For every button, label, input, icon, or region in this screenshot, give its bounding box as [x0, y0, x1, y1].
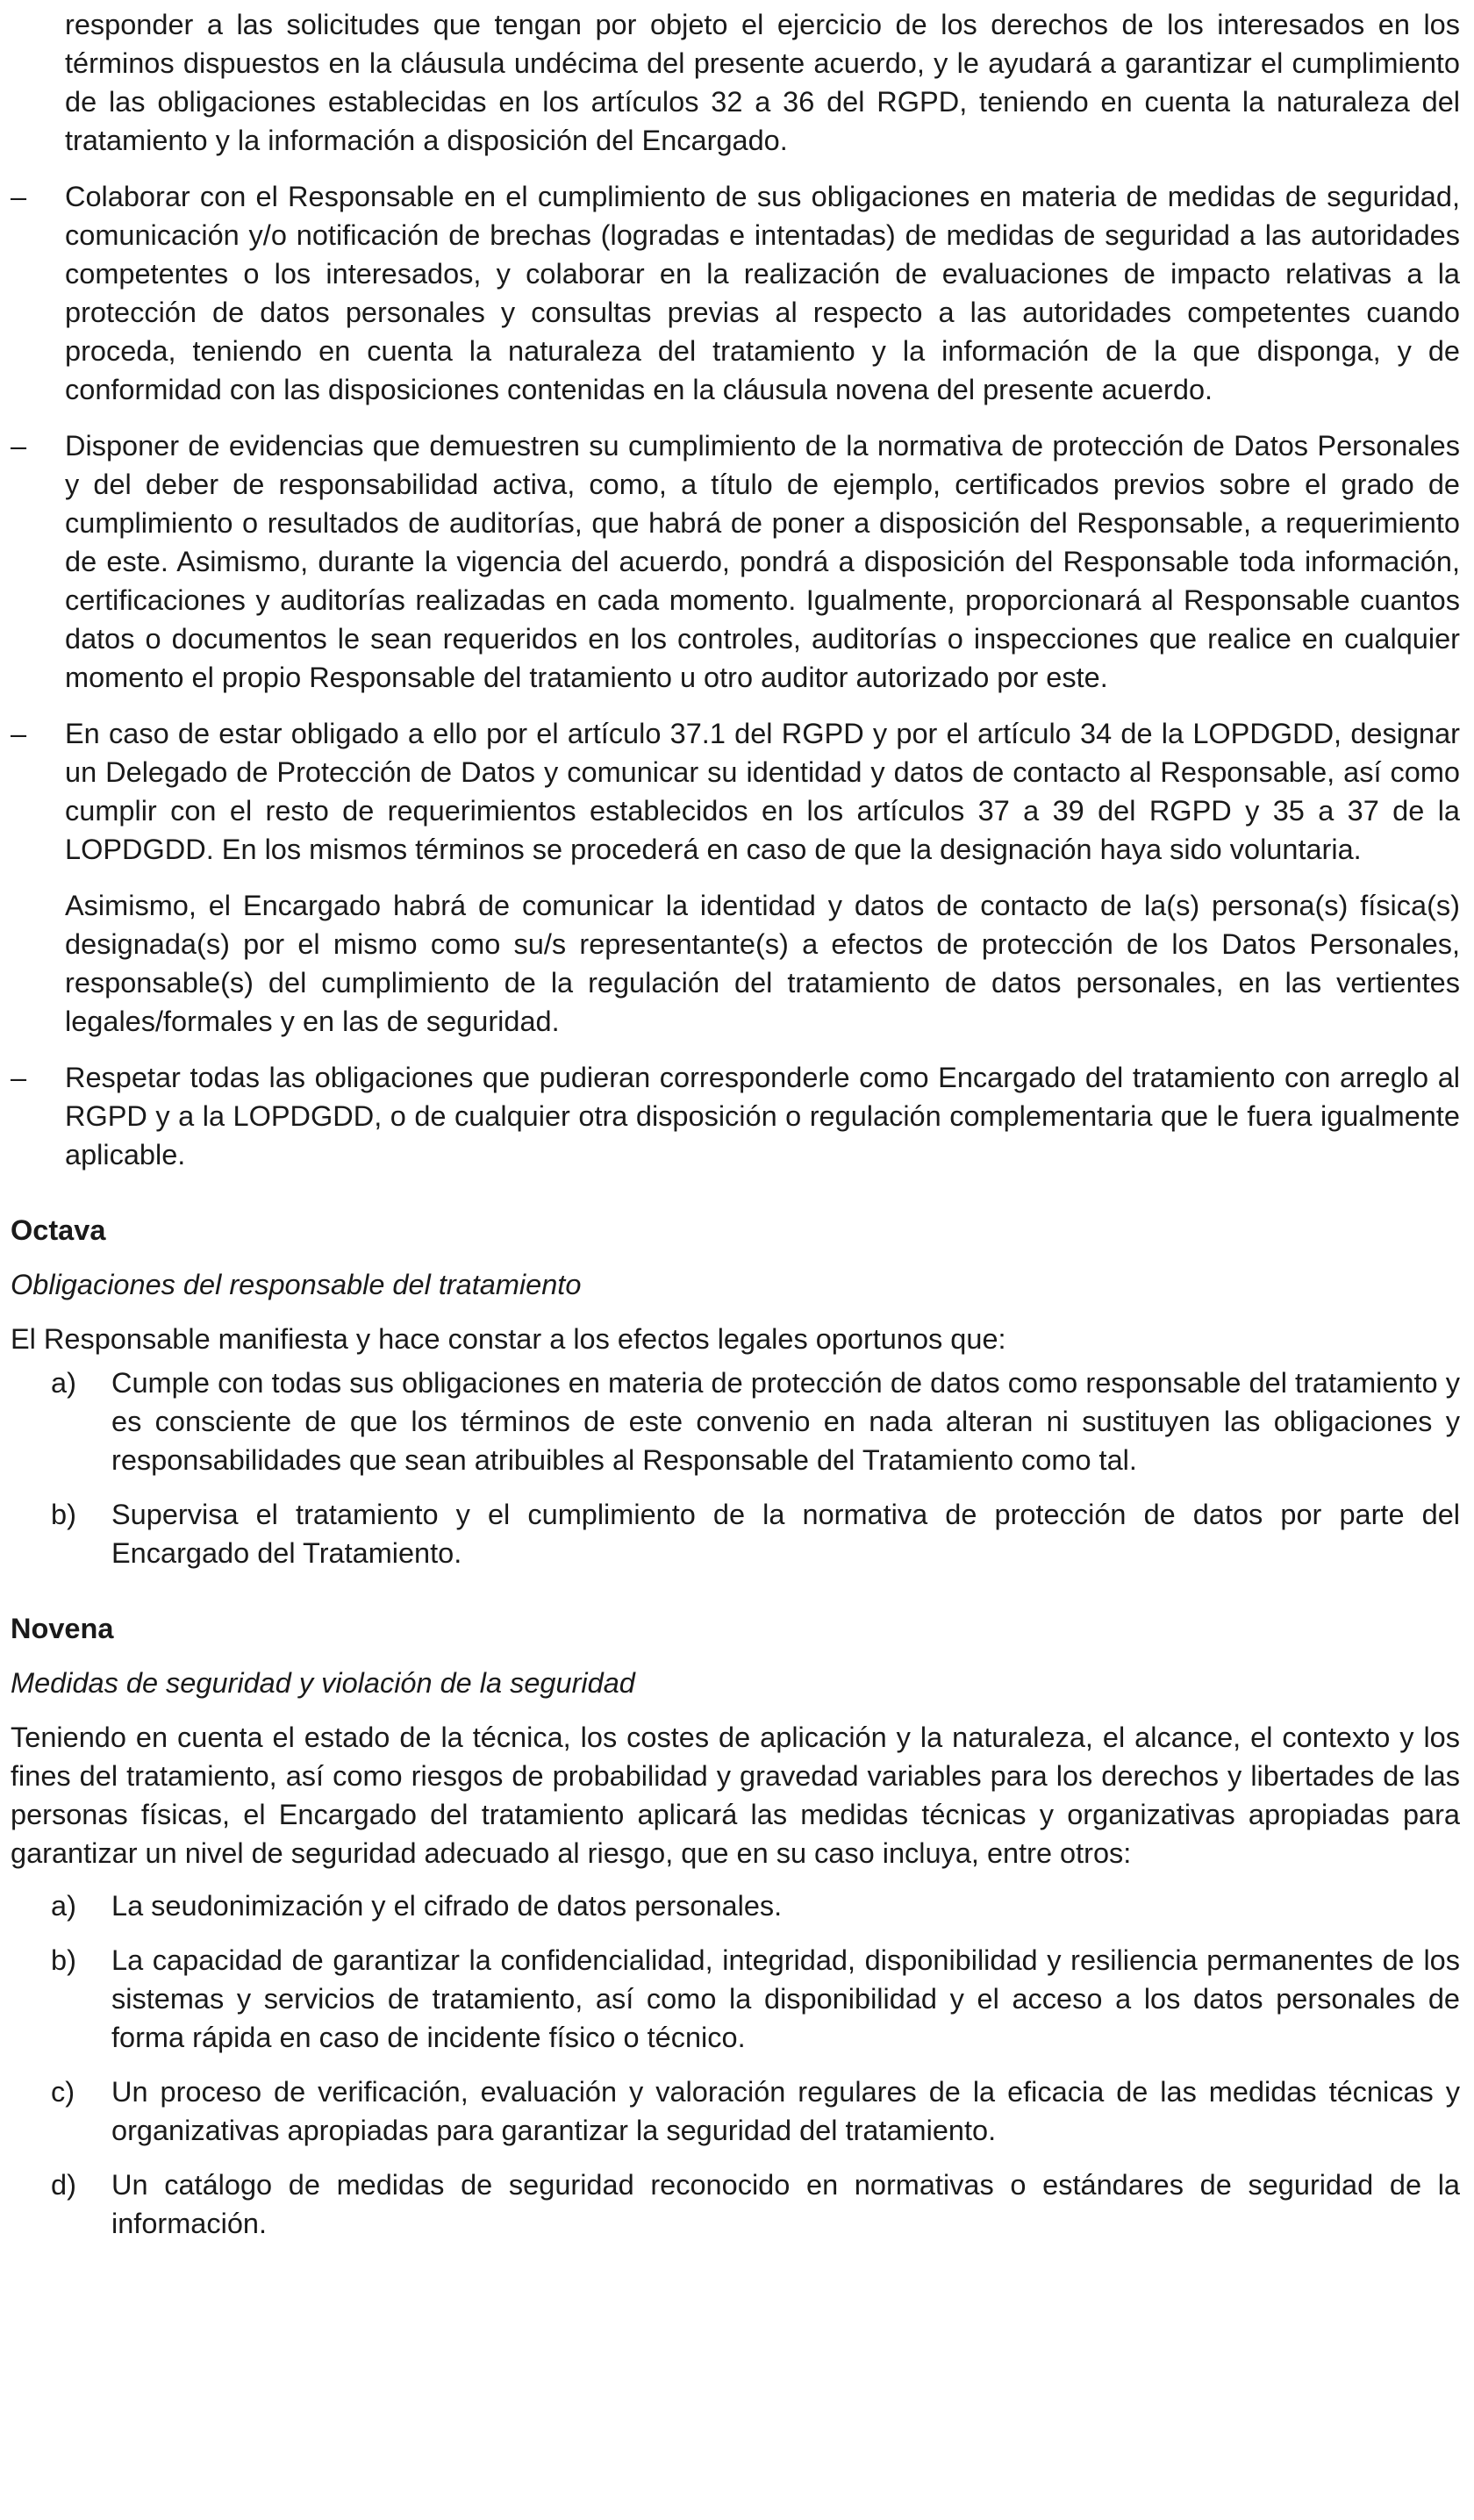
list-letter: d): [51, 2169, 76, 2201]
bullet-followup-paragraph: Asimismo, el Encargado habrá de comunicar la identidad y datos de contacto de la(s) persona(s) física(s) designada(s) por el mismo como su/s representante(s) a efectos de protección de los Datos Personales, responsable(s) del cumplimiento de la regulación del tratamiento de datos personales, en las vertientes legales/formales y en las de seguridad.: [65, 890, 1460, 1037]
octava-item-a: [11, 1364, 1460, 1479]
bullet-item-respetar: [11, 1058, 1460, 1174]
clause-heading-octava: Octava: [11, 1214, 106, 1246]
list-item-text: Un catálogo de medidas de seguridad reconocido en normativas o estándares de seguridad de la información.: [111, 2169, 1460, 2239]
octava-item-b: [11, 1495, 1460, 1572]
clause-subtitle-novena: Medidas de seguridad y violación de la seguridad: [11, 1667, 635, 1699]
list-item-text: La capacidad de garantizar la confidencialidad, integridad, disponibilidad y resiliencia permanentes de los sistemas y servicios de tratamiento, así como la disponibilidad y el acceso a los datos personales de forma rápida en caso de incidente físico o técnico.: [111, 1944, 1460, 2053]
list-letter: b): [51, 1499, 76, 1530]
clause-heading-novena: Novena: [11, 1613, 114, 1644]
novena-item-a: [11, 1886, 1460, 1925]
list-letter: b): [51, 1944, 76, 1976]
bullet-item-colaborar: [11, 177, 1460, 409]
bullet-text: Colaborar con el Responsable en el cumplimiento de sus obligaciones en materia de medidas de seguridad, comunicación y/o notificación de brechas (logradas e intentadas) de medidas de seguridad a las autoridades competentes o los interesados, y colaborar en la realización de evaluaciones de impacto relativas a la protección de datos personales y consultas previas al respecto a las autoridades competentes cuando proceda, teniendo en cuenta la naturaleza del tratamiento y la información de la que disponga, y de conformidad con las disposiciones contenidas en la cláusula novena del presente acuerdo.: [65, 181, 1460, 405]
document-body: [11, 5, 1460, 2243]
bullet-item-delegado: [11, 714, 1460, 869]
bullet-text: En caso de estar obligado a ello por el artículo 37.1 del RGPD y por el artículo 34 de la LOPDGDD, designar un Delegado de Protección de Datos y comunicar su identidad y datos de contacto al Responsable, así como cumplir con el resto de requerimientos establecidos en los artículos 37 a 39 del RGPD y 35 a 37 de la LOPDGDD. En los mismos términos se procederá en caso de que la designación haya sido voluntaria.: [65, 718, 1460, 865]
clause-intro-octava: El Responsable manifiesta y hace constar a los efectos legales oportunos que:: [11, 1323, 1006, 1355]
bullet-item-evidencias: [11, 426, 1460, 697]
bullet-dash: –: [11, 181, 27, 212]
bullet-dash: –: [11, 430, 27, 462]
list-letter: c): [51, 2076, 75, 2108]
bullet-dash: –: [11, 718, 27, 749]
intro-continuation-paragraph: responder a las solicitudes que tengan por objeto el ejercicio de los derechos de los interesados en los términos dispuestos en la cláusula undécima del presente acuerdo, y le ayudará a garantizar el cumplimiento de las obligaciones establecidas en los artículos 32 a 36 del RGPD, teniendo en cuenta la naturaleza del tratamiento y la información a disposición del Encargado.: [65, 9, 1460, 156]
list-letter: a): [51, 1367, 76, 1399]
novena-item-b: [11, 1941, 1460, 2057]
novena-item-c: [11, 2073, 1460, 2150]
list-item-text: Cumple con todas sus obligaciones en materia de protección de datos como responsable del tratamiento y es consciente de que los términos de este convenio en nada alteran ni sustituyen las obligaciones y responsabilidades que sean atribuibles al Responsable del Tratamiento como tal.: [111, 1367, 1460, 1476]
list-letter: a): [51, 1890, 76, 1922]
novena-item-d: [11, 2166, 1460, 2243]
clause-subtitle-octava: Obligaciones del responsable del tratamiento: [11, 1269, 582, 1300]
clause-intro-novena: Teniendo en cuenta el estado de la técnica, los costes de aplicación y la naturaleza, el alcance, el contexto y los fines del tratamiento, así como riesgos de probabilidad y gravedad variables para los derechos y libertades de las personas físicas, el Encargado del tratamiento aplicará las medidas técnicas y organizativas apropiadas para garantizar un nivel de seguridad adecuado al riesgo, que en su caso incluya, entre otros:: [11, 1722, 1460, 1869]
list-item-text: La seudonimización y el cifrado de datos personales.: [111, 1890, 783, 1922]
bullet-text: Respetar todas las obligaciones que pudieran corresponderle como Encargado del tratamiento con arreglo al RGPD y a la LOPDGDD, o de cualquier otra disposición o regulación complementaria que le fuera igualmente aplicable.: [65, 1062, 1460, 1171]
list-item-text: Supervisa el tratamiento y el cumplimiento de la normativa de protección de datos por parte del Encargado del Tratamiento.: [111, 1499, 1460, 1569]
bullet-dash: –: [11, 1062, 27, 1093]
bullet-text: Disponer de evidencias que demuestren su cumplimiento de la normativa de protección de Datos Personales y del deber de responsabilidad activa, como, a título de ejemplo, certificados previos sobre el grado de cumplimiento o resultados de auditorías, que habrá de poner a disposición del Responsable, a requerimiento de este. Asimismo, durante la vigencia del acuerdo, pondrá a disposición del Responsable toda información, certificaciones y auditorías realizadas en cada momento. Igualmente, proporcionará al Responsable cuantos datos o documentos le sean requeridos en los controles, auditorías o inspecciones que realice en cualquier momento el propio Responsable del tratamiento u otro auditor autorizado por este.: [65, 430, 1460, 693]
list-item-text: Un proceso de verificación, evaluación y valoración regulares de la eficacia de las medidas técnicas y organizativas apropiadas para garantizar la seguridad del tratamiento.: [111, 2076, 1460, 2146]
